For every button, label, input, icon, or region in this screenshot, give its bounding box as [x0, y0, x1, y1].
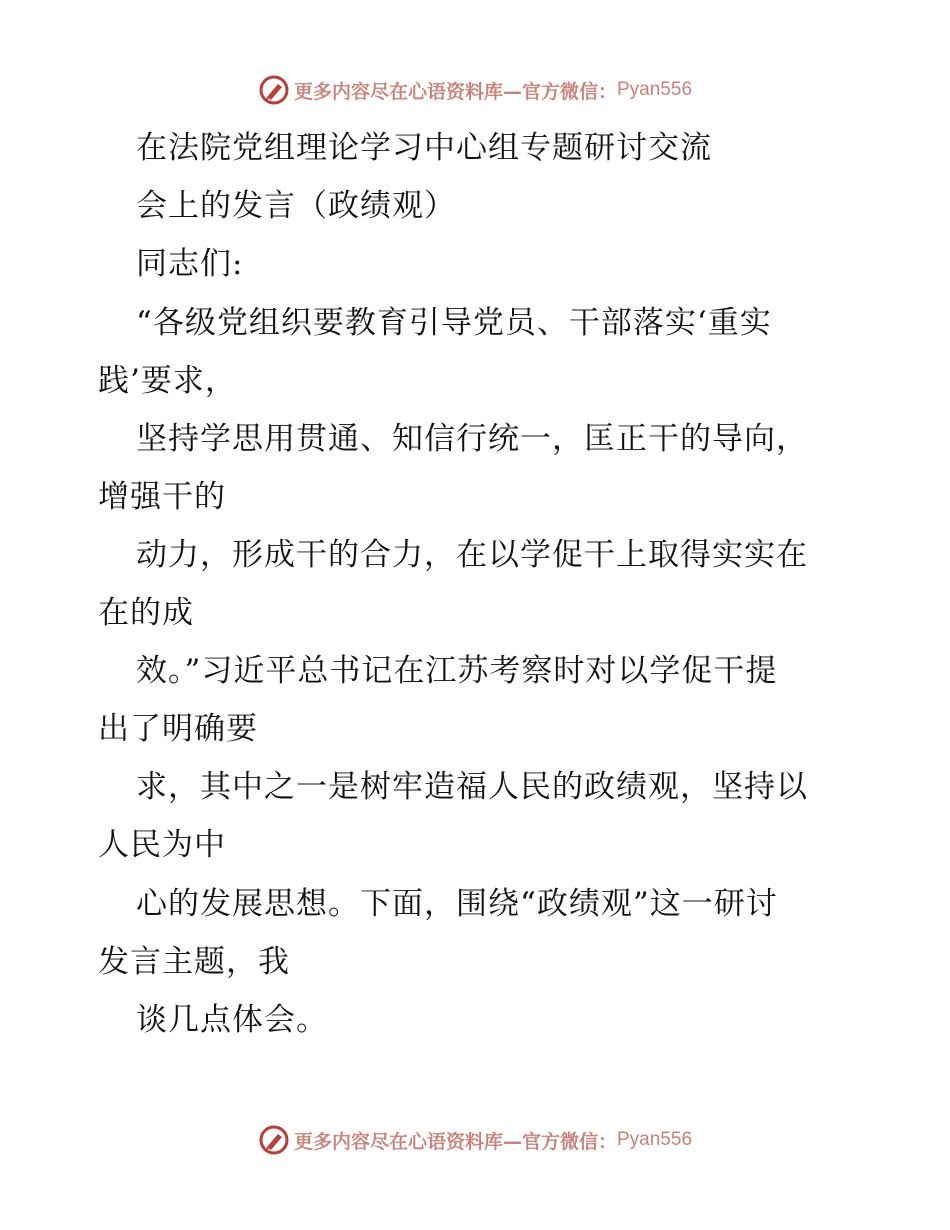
text-line: 发言主题，我: [98, 944, 290, 980]
footer-banner: [0, 1122, 950, 1158]
text-line: 求，其中之一是树牢造福人民的政绩观，坚持以: [136, 769, 808, 805]
header-banner-contact: Pyan556: [617, 79, 693, 100]
title-line-1: 在法院党组理论学习中心组专题研讨交流: [136, 130, 712, 166]
text-line: 心的发展思想。下面，围绕“政绩观”这一研讨: [136, 886, 778, 922]
text-line: 出了明确要: [98, 711, 258, 747]
text-line: 在的成: [98, 595, 194, 631]
header-banner-text: 更多内容尽在心语资料库—官方微信：: [293, 80, 617, 103]
title-line-2: 会上的发言（政绩观）: [136, 188, 456, 224]
pen-logo-icon: [258, 1124, 290, 1156]
text-line: 谈几点体会。: [136, 1002, 328, 1038]
text-line: 增强干的: [98, 479, 226, 515]
footer-banner-text: 更多内容尽在心语资料库—官方微信：: [293, 1130, 617, 1153]
text-line: “各级党组织要教育引导党员、干部落实‘重实: [136, 305, 772, 341]
text-line: 效。”习近平总书记在江苏考察时对以学促干提: [136, 653, 778, 689]
footer-banner-contact: Pyan556: [617, 1129, 693, 1150]
pen-logo-icon: [258, 74, 290, 106]
text-line: 动力，形成干的合力，在以学促干上取得实实在: [136, 537, 808, 573]
salutation: 同志们:: [136, 246, 244, 282]
text-line: 坚持学思用贯通、知信行统一，匡正干的导向，: [136, 421, 808, 457]
header-banner: [0, 72, 950, 108]
text-line: 人民为中: [98, 827, 226, 863]
text-line: 践’要求，: [98, 363, 237, 399]
